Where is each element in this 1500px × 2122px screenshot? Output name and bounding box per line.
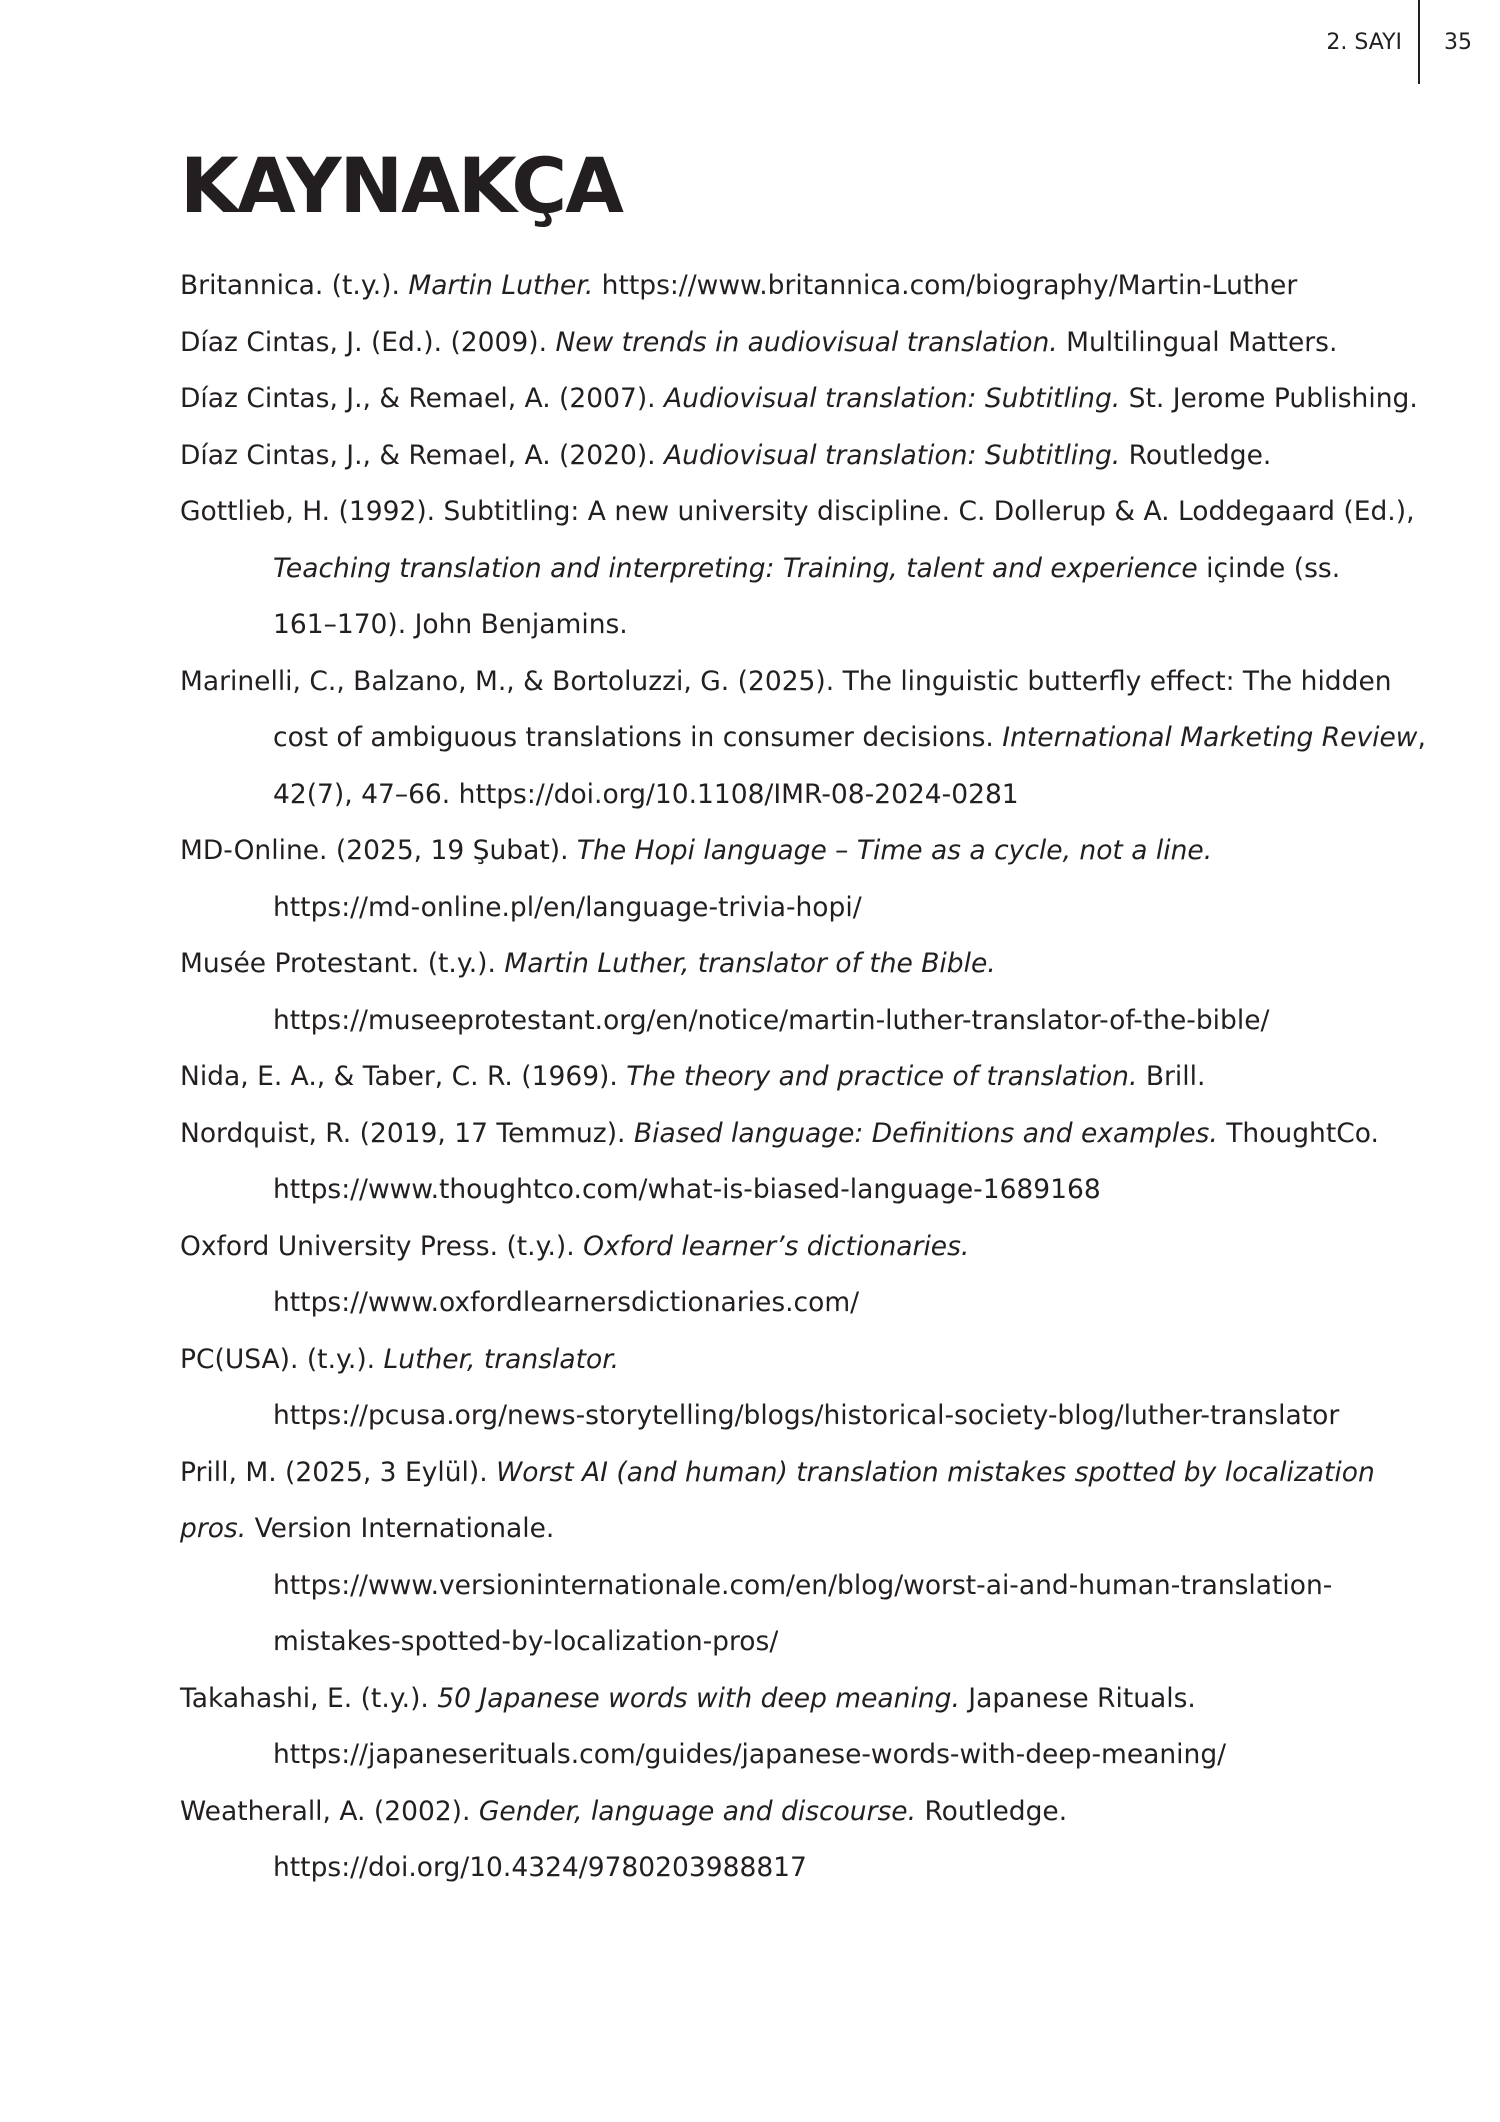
reference-line [180,1784,1380,1841]
reference-title-text: 50 Japanese words with deep meaning. [437,1682,960,1714]
reference-title-text: Luther, translator. [383,1343,620,1375]
reference-line [180,1614,1380,1671]
reference-text: Japanese Rituals. [959,1682,1196,1714]
reference-text: MD-Online. (2025, 19 Şubat). [180,835,577,866]
reference-line [180,710,1426,767]
reference-text: Routledge. [916,1795,1068,1827]
reference-line [180,823,1380,880]
reference-text: PC(USA). (t.y.). [180,1343,384,1375]
reference-entry [180,428,1380,485]
reference-line [180,1049,1380,1106]
reference-entry [180,1332,1380,1445]
reference-line [180,1840,1380,1897]
reference-line [180,1671,1380,1728]
reference-line [180,993,1380,1050]
reference-line [180,258,1380,315]
reference-text: https://museeprotestant.org/en/notice/martin-luther-translator-of-the-bible/ [273,1004,1270,1036]
reference-text: , [1417,722,1426,753]
reference-line [180,1445,1380,1502]
reference-title-text: Worst AI (and human) translation mistakes spotted by localization [496,1456,1375,1488]
reference-line [180,1388,1380,1445]
page-header [1260,0,1500,84]
reference-title-text: Martin Luther. [408,270,594,301]
reference-text: Nida, E. A., & Taber, C. R. (1969). [180,1061,627,1092]
reference-title-text: Biased language: Definitions and examples. [633,1117,1218,1149]
reference-text: https://md-online.pl/en/language-trivia-hopi/ [273,891,862,923]
reference-entry [180,936,1380,1049]
reference-text: https://pcusa.org/news-storytelling/blogs/historical-society-blog/luther-translator [273,1400,1340,1431]
reference-entry [180,371,1418,428]
reference-title-text: pros. [180,1513,247,1544]
header-divider [1418,0,1420,84]
reference-entry [180,484,1415,654]
reference-text: 42(7), 47–66. https://doi.org/10.1108/IMR-08-2024-0281 [273,778,1019,810]
reference-line [180,597,1380,654]
reference-title-text: The theory and practice of translation. [626,1061,1138,1092]
reference-text: Brill. [1137,1061,1206,1092]
reference-text: Multilingual Matters. [1057,326,1338,358]
reference-line [180,654,1392,711]
reference-text: https://www.britannica.com/biography/Martin-Luther [593,270,1298,301]
reference-line [180,1727,1380,1784]
reference-entry [180,1671,1380,1784]
reference-title-text: Oxford learner’s dictionaries. [583,1230,970,1262]
reference-entry [180,654,1426,824]
reference-line [180,767,1380,824]
reference-text: Musée Protestant. (t.y.). [180,948,505,979]
page-number: 35 [1444,30,1472,55]
reference-line [180,1219,1380,1276]
reference-list [180,258,1426,1897]
reference-text: https://doi.org/10.4324/9780203988817 [273,1852,807,1883]
reference-text: Oxford University Press. (t.y.). [180,1230,584,1262]
reference-text: mistakes-spotted-by-localization-pros/ [273,1626,779,1657]
reference-line [180,371,1418,428]
reference-title-text: Audiovisual translation: Subtitling. [664,383,1121,414]
reference-text: https://www.oxfordlearnersdictionaries.com/ [273,1287,860,1318]
reference-line [180,1106,1380,1163]
reference-entry [180,1049,1380,1106]
reference-text: Díaz Cintas, J. (Ed.). (2009). [180,326,556,358]
reference-line [180,1332,1380,1389]
reference-title-text: Gender, language and discourse. [478,1795,917,1827]
issue-label: 2. SAYI [1326,30,1402,55]
reference-text: Marinelli, C., Balzano, M., & Bortoluzzi, G. (2025). The linguistic butterfly effect: The hidden [180,665,1392,697]
reference-title-text: Teaching translation and interpreting: Training, talent and experience [273,552,1198,584]
reference-line [180,1162,1380,1219]
reference-text: cost of ambiguous translations in consumer decisions. [273,722,1003,753]
reference-entry [180,315,1380,372]
reference-text: Takahashi, E. (t.y.). [180,1682,438,1714]
reference-line [180,880,1380,937]
reference-line [180,541,1380,598]
reference-text: ThoughtCo. [1217,1117,1379,1149]
reference-text: Gottlieb, H. (1992). Subtitling: A new university discipline. C. Dollerup & A. Loddegaard (Ed.), [180,496,1415,527]
reference-line [180,315,1380,372]
page-title: KAYNAKÇA [180,141,622,230]
reference-text: Britannica. (t.y.). [180,270,409,301]
reference-line [180,1275,1380,1332]
reference-entry [180,1445,1380,1671]
reference-entry [180,1219,1380,1332]
reference-text: Routledge. [1120,439,1272,471]
reference-text: https://www.versioninternationale.com/en/blog/worst-ai-and-human-translation- [273,1569,1333,1601]
reference-line [180,428,1380,485]
reference-text: 161–170). John Benjamins. [273,609,628,640]
reference-text: Díaz Cintas, J., & Remael, A. (2020). [180,439,665,471]
reference-entry [180,1784,1380,1897]
reference-title-text: New trends in audiovisual translation. [555,326,1058,358]
reference-entry [180,1106,1380,1219]
reference-text: St. Jerome Publishing. [1120,383,1418,414]
reference-line [180,1501,1380,1558]
reference-line [180,1558,1380,1615]
reference-text: Nordquist, R. (2019, 17 Temmuz). [180,1117,634,1149]
reference-line [180,484,1415,541]
reference-text: https://www.thoughtco.com/what-is-biased-language-1689168 [273,1174,1101,1205]
reference-text: Weatherall, A. (2002). [180,1795,479,1827]
reference-text: https://japaneserituals.com/guides/japanese-words-with-deep-meaning/ [273,1739,1227,1770]
reference-title-text: Audiovisual translation: Subtitling. [664,439,1121,471]
reference-title-text: Martin Luther, translator of the Bible. [504,948,996,979]
reference-line [180,936,1380,993]
reference-title-text: International Marketing Review [1002,722,1418,753]
reference-text: Prill, M. (2025, 3 Eylül). [180,1456,497,1488]
reference-text: içinde (ss. [1197,552,1341,584]
reference-text: Díaz Cintas, J., & Remael, A. (2007). [180,383,665,414]
reference-text: Version Internationale. [246,1513,555,1544]
reference-entry [180,823,1380,936]
reference-entry [180,258,1380,315]
reference-title-text: The Hopi language – Time as a cycle, not a line. [576,835,1213,866]
